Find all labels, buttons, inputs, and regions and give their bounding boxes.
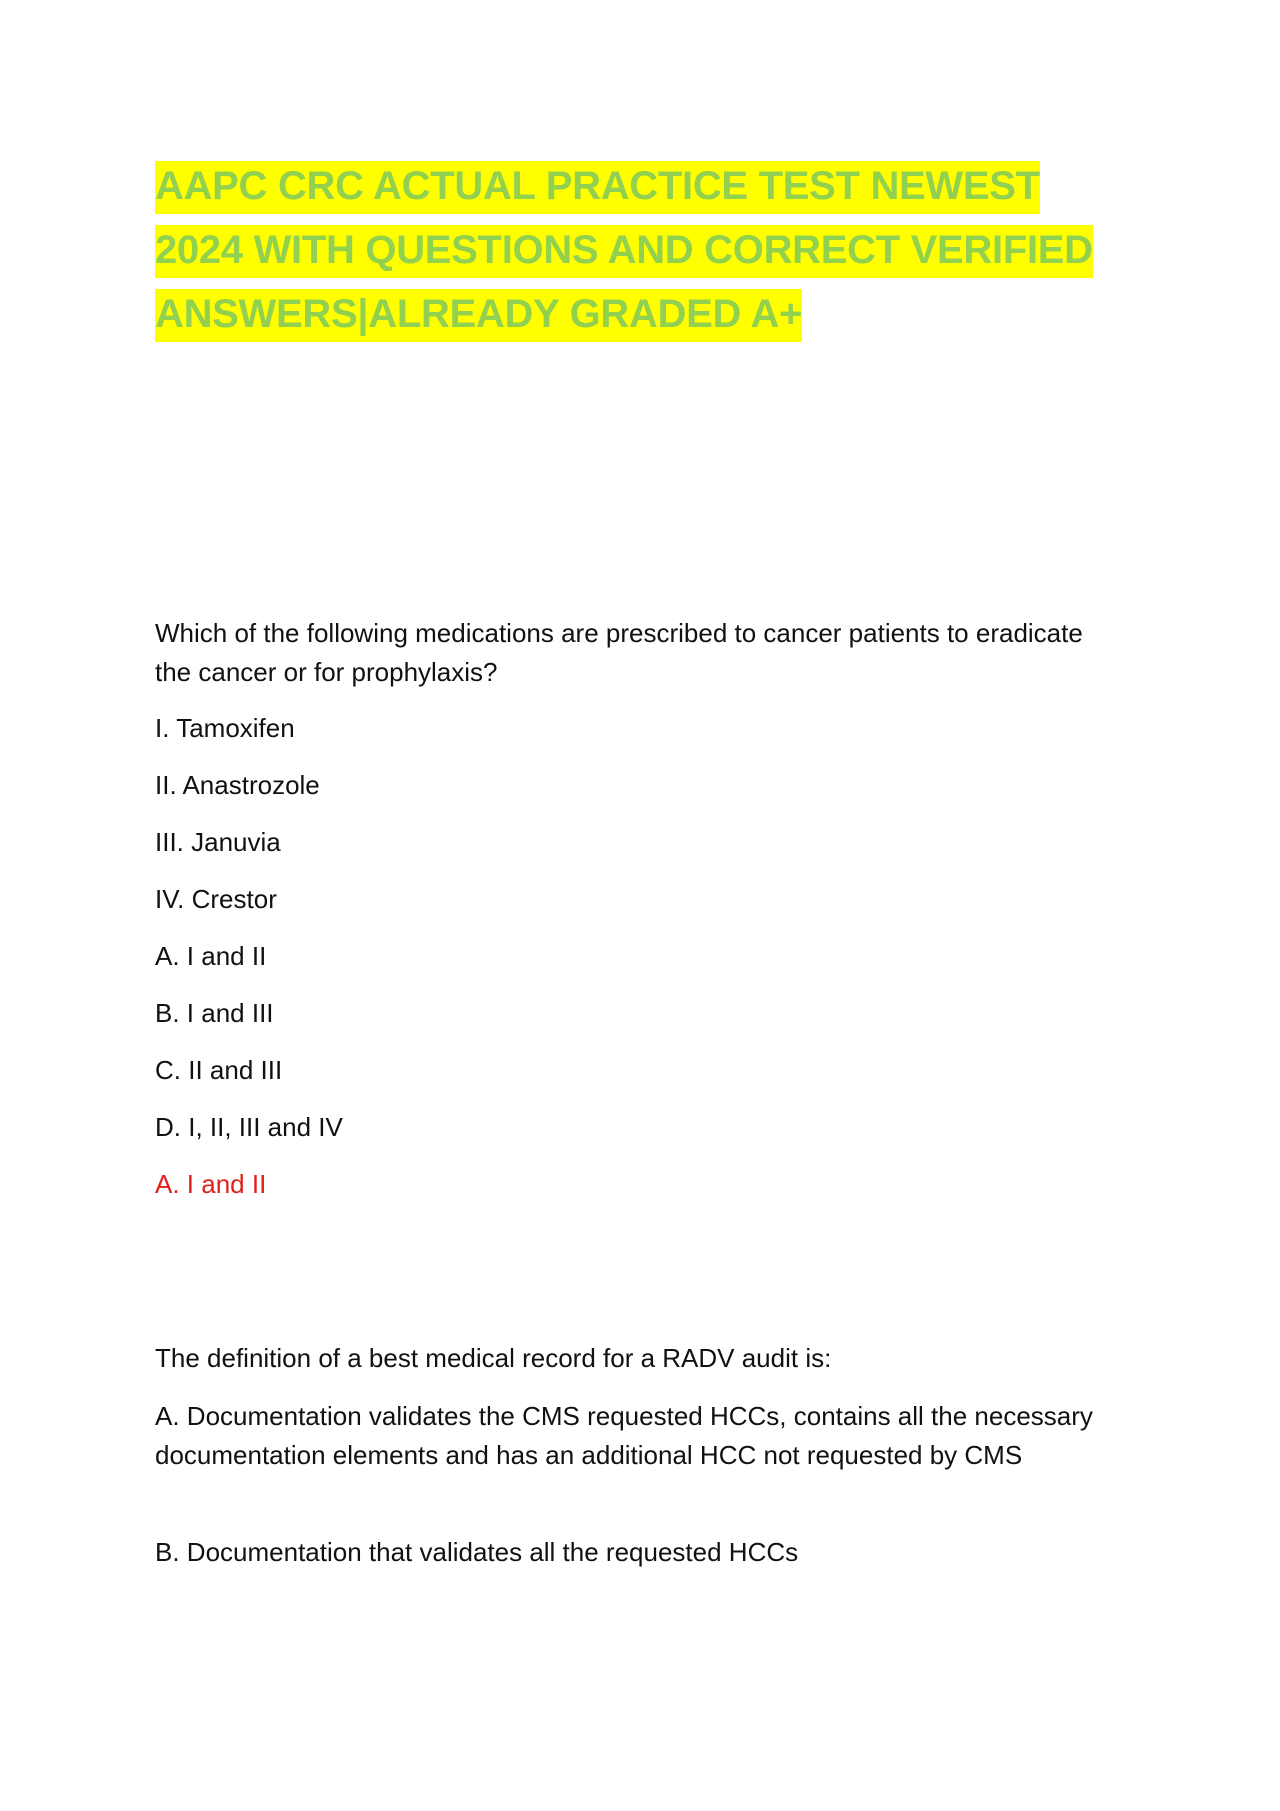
question-2-prompt: The definition of a best medical record for a RADV audit is: [155, 1343, 832, 1373]
title-highlight: AAPC CRC ACTUAL PRACTICE TEST NEWEST 2024 WITH QUESTIONS AND CORRECT VERIFIED ANSWERS|ALREADY GRADED A+ [155, 161, 1093, 342]
question-1-item: III. Januvia [155, 827, 281, 857]
question-1-prompt: Which of the following medications are prescribed to cancer patients to eradicate the cancer or for prophylaxis? [155, 618, 1083, 687]
question-1-item: I. Tamoxifen [155, 713, 295, 743]
question-1-option: A. I and II [155, 941, 267, 971]
question-1-item: II. Anastrozole [155, 770, 320, 800]
question-2-option: B. Documentation that validates all the requested HCCs [155, 1537, 799, 1567]
question-2-option: A. Documentation validates the CMS requested HCCs, contains all the necessary documentation elements and has an additional HCC not requested by CMS [155, 1401, 1093, 1470]
question-1-answer: A. I and II [155, 1169, 267, 1199]
question-1-option: C. II and III [155, 1055, 283, 1085]
question-1-option: B. I and III [155, 998, 274, 1028]
question-1-option: D. I, II, III and IV [155, 1112, 343, 1142]
document-title [155, 154, 1135, 346]
question-1-item: IV. Crestor [155, 884, 277, 914]
